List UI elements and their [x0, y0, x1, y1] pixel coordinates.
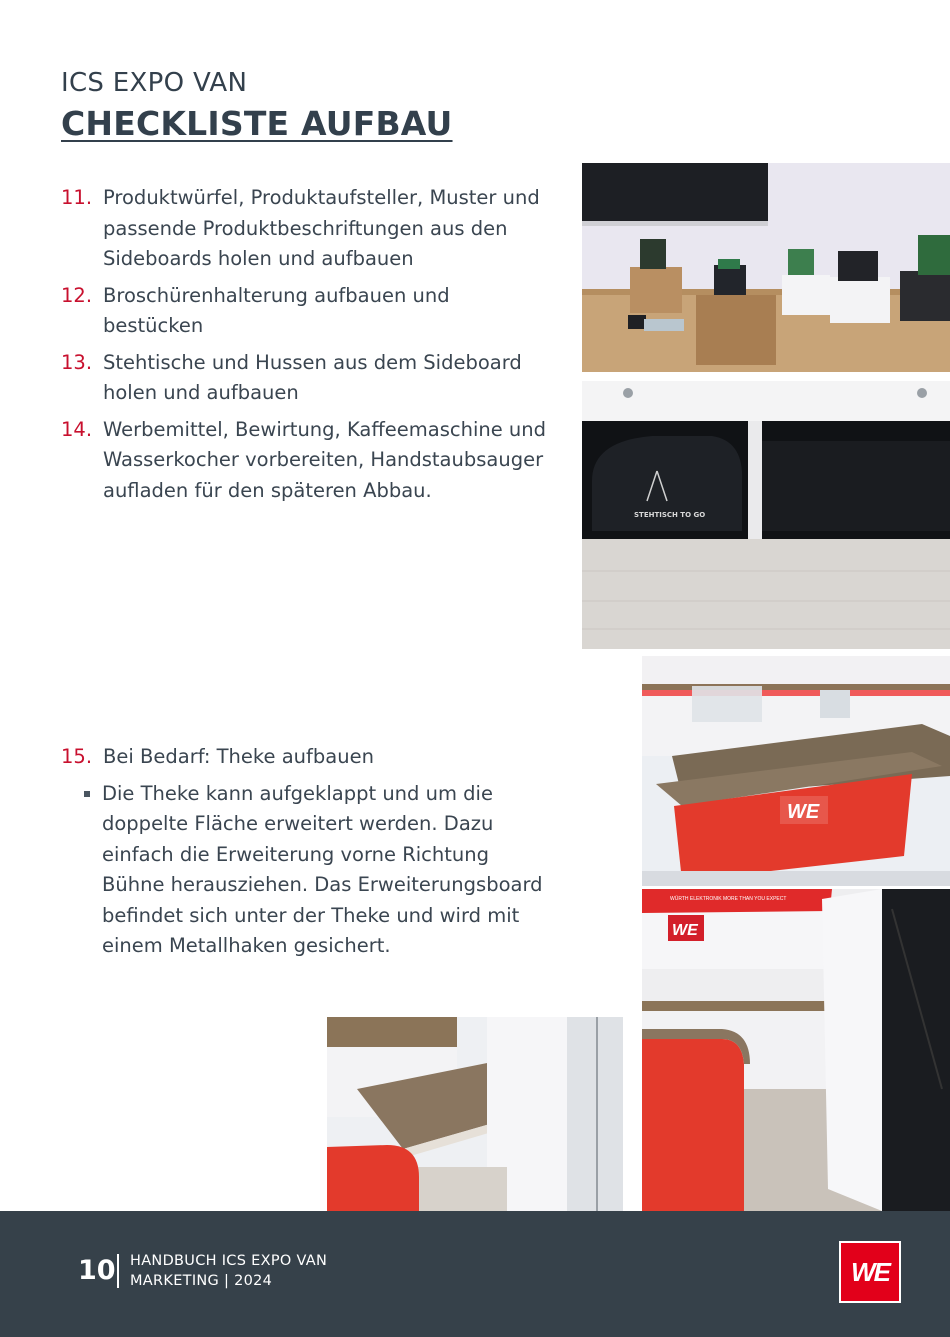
page-title: CHECKLISTE AUFBAU [61, 104, 453, 143]
square-bullet-icon [61, 779, 102, 962]
footer-department-year: MARKETING | 2024 [130, 1273, 273, 1289]
photo-van-interior [642, 889, 950, 1211]
step-number: 13. [61, 350, 93, 374]
photo-open-sideboard [582, 381, 950, 649]
step-text: Bei Bedarf: Theke aufbauen [103, 745, 374, 768]
step-text: Werbemittel, Bewirtung, Kaffeemaschine und Wasserkocher vorbereiten, Handstaubsauger aufladen für den späteren Abbau. [103, 417, 547, 502]
checklist-step15 [61, 742, 546, 962]
logo-text: WE [851, 1256, 889, 1287]
list-item [61, 348, 551, 409]
step-text: Broschürenhalterung aufbauen und bestücken [103, 283, 450, 337]
we-logo [839, 1241, 901, 1303]
wall-banner: WÜRTH ELEKTRONIK MORE THAN YOU EXPECT [670, 896, 787, 902]
footer-divider [117, 1254, 119, 1288]
list-item [61, 183, 551, 275]
document-supertitle: ICS EXPO VAN [61, 68, 248, 98]
step-number: 15. [61, 745, 93, 768]
step-text: Produktwürfel, Produktaufsteller, Muster und passende Produktbeschriftungen aus den Sideboards holen und aufbauen [103, 186, 540, 270]
checklist-top [61, 183, 551, 512]
counter-logo: WE [787, 801, 820, 823]
step-number: 11. [61, 186, 93, 209]
step-text: Stehtische und Hussen aus dem Sideboard holen und aufbauen [103, 350, 522, 404]
bullet-text: Die Theke kann aufgeklappt und um die doppelte Fläche erweitert werden. Dazu einfach die Erweiterung vorne Richtung Bühne herausziehen. Das Erweiterungsboard befindet sich unter der Theke und wird mit einem Metallhaken gesichert. [102, 781, 543, 957]
photo-extension-board [327, 1017, 623, 1212]
step-number: 14. [61, 417, 93, 441]
wall-logo: WE [672, 922, 698, 939]
page-number: 10 [78, 1255, 116, 1286]
footer-document-title: HANDBUCH ICS EXPO VAN [130, 1253, 328, 1269]
bag-print: STEHTISCH TO GO [634, 511, 706, 519]
list-item [61, 281, 551, 342]
list-item [61, 742, 546, 773]
step-number: 12. [61, 283, 93, 307]
photo-product-display [582, 163, 950, 372]
photo-counter [642, 656, 950, 886]
list-item [61, 415, 551, 507]
sub-bullet [61, 779, 546, 962]
